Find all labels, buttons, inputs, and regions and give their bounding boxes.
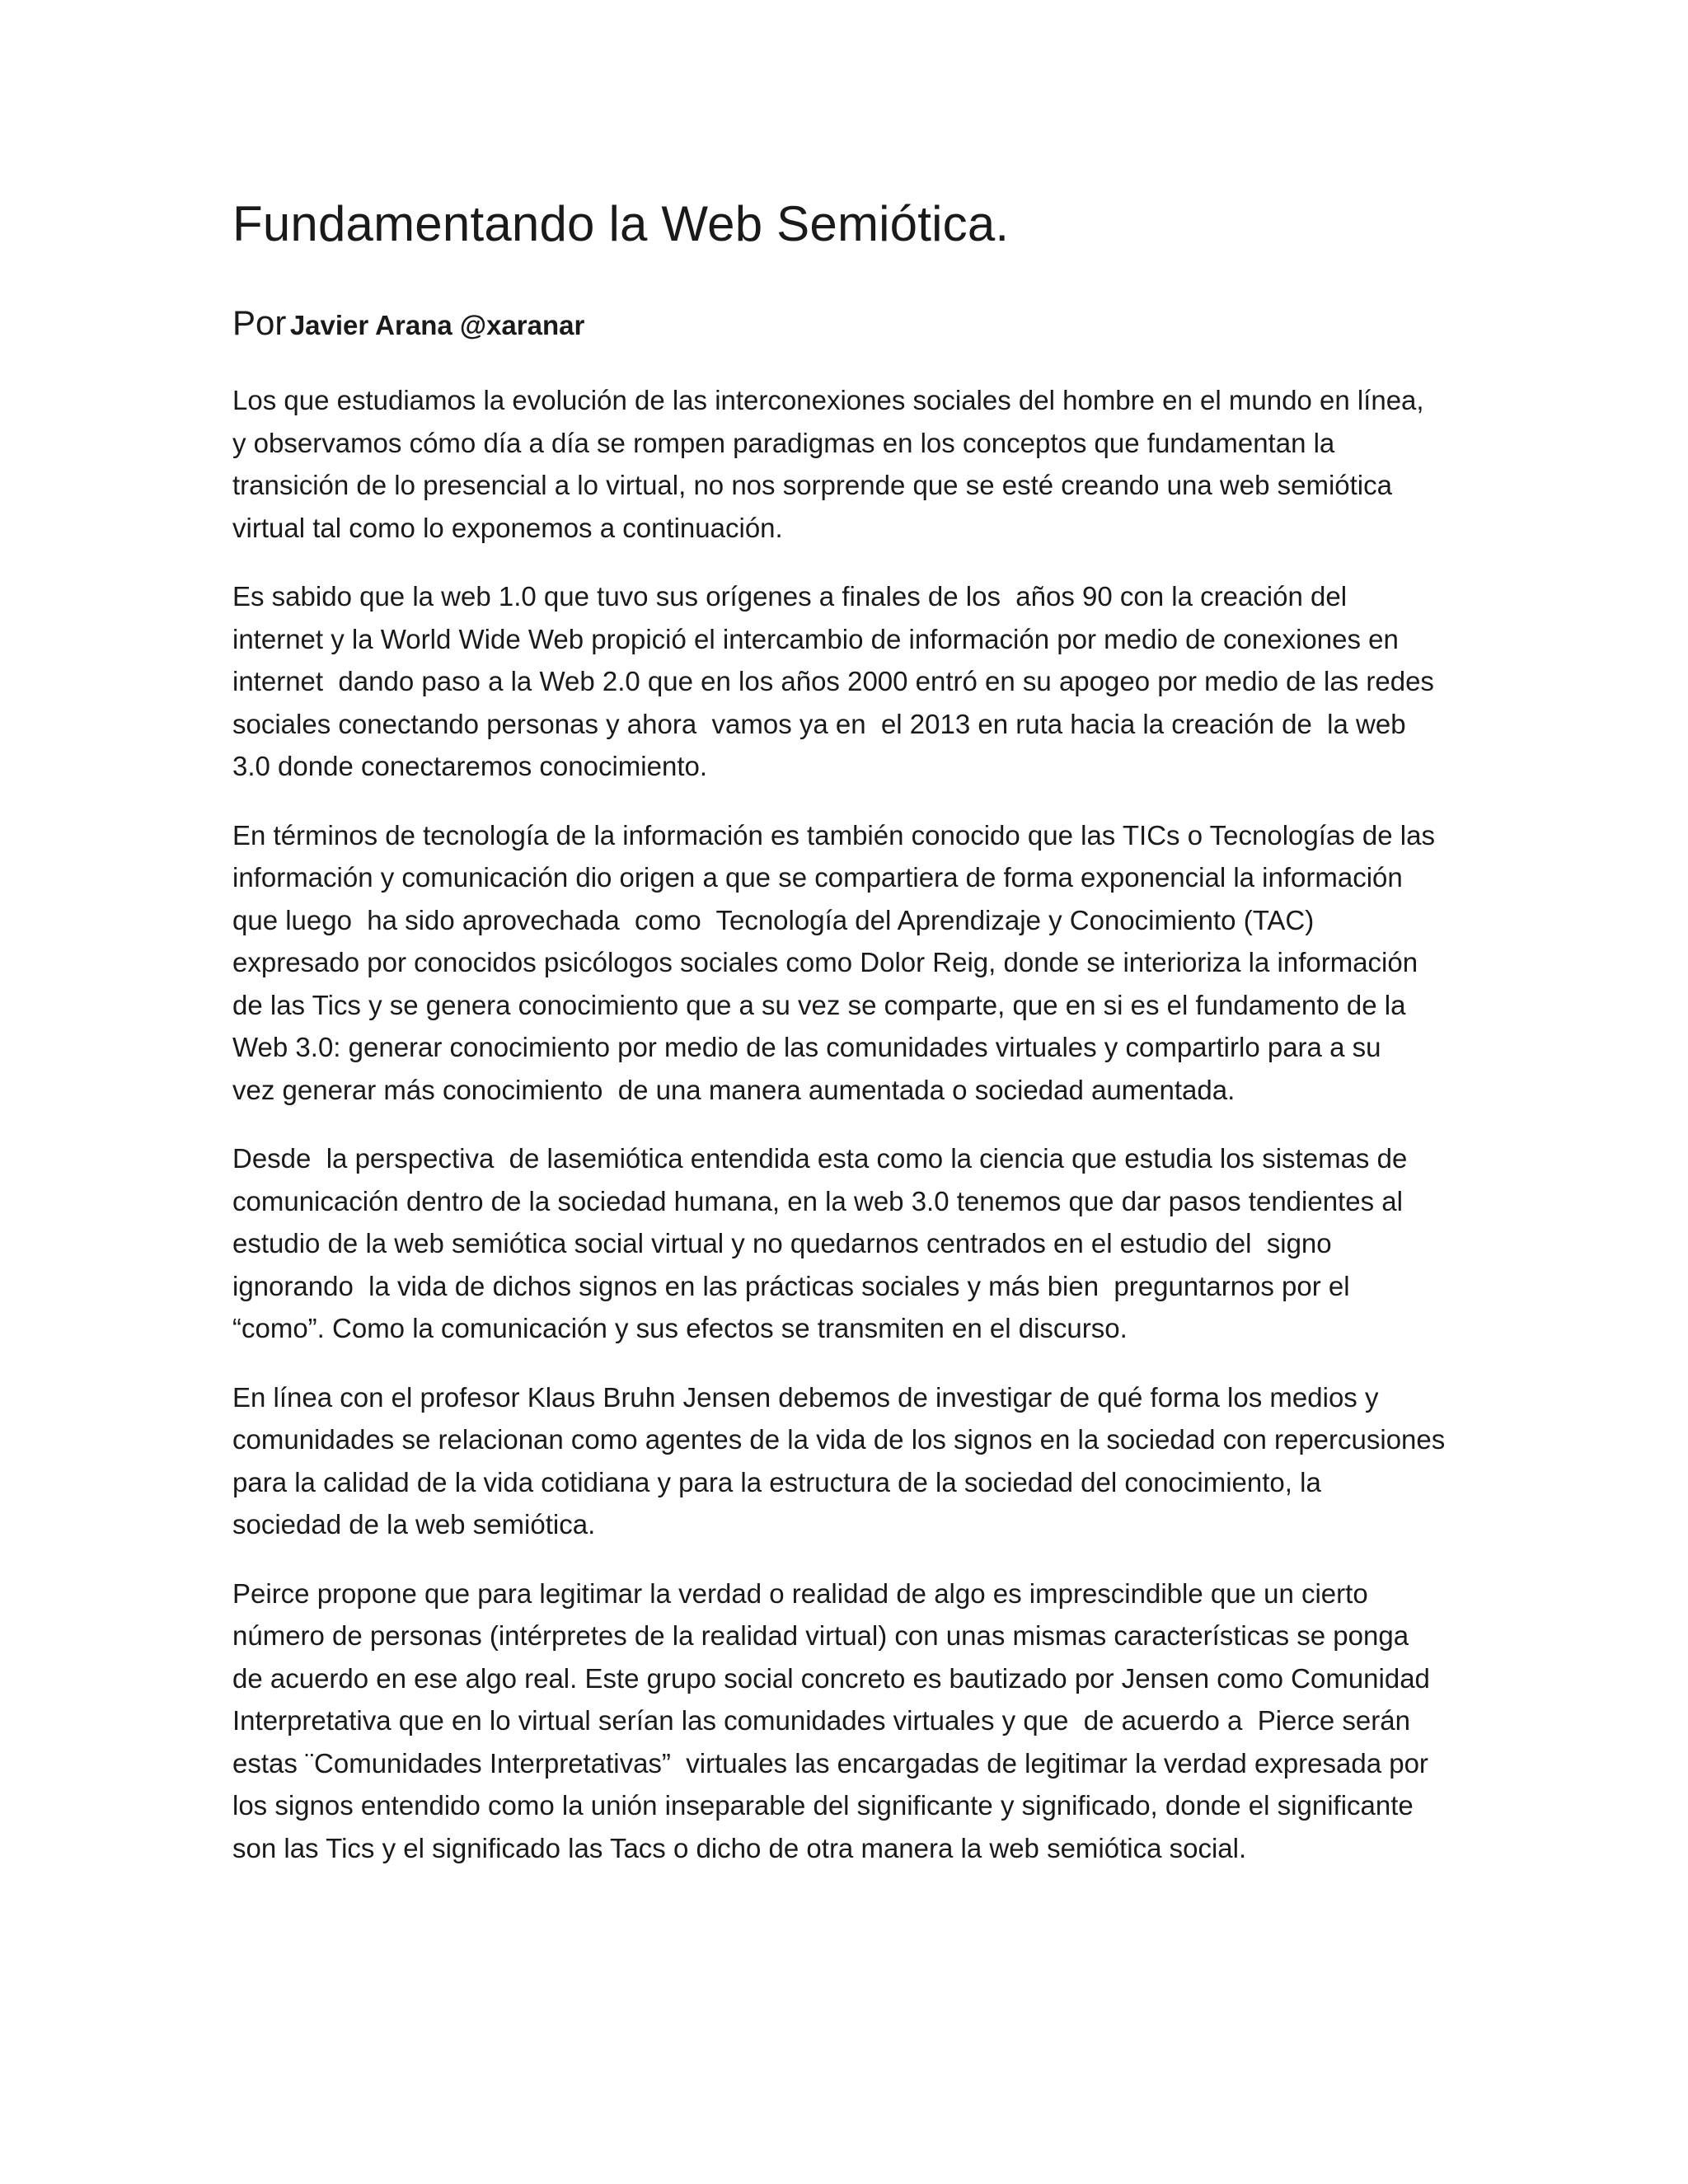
paragraph-line: sociales conectando personas y ahora vamos ya en el 2013 en ruta hacia la creación de la web [232, 708, 1406, 739]
paragraph-line: vez generar más conocimiento de una manera aumentada o sociedad aumentada. [232, 1074, 1236, 1105]
paragraph [232, 379, 1469, 549]
paragraph-line: internet dando paso a la Web 2.0 que en los años 2000 entró en su apogeo por medio de las redes [232, 666, 1434, 696]
paragraph-line: comunicación dentro de la sociedad humana, en la web 3.0 tenemos que dar pasos tendientes al [232, 1185, 1403, 1216]
paragraph-line: Desde la perspectiva de lasemiótica entendida esta como la ciencia que estudia los sistemas de [232, 1143, 1408, 1174]
paragraph-line: información y comunicación dio origen a que se compartiera de forma exponencial la información [232, 862, 1403, 893]
byline [232, 298, 1469, 356]
paragraph-line: de acuerdo en ese algo real. Este grupo social concreto es bautizado por Jensen como Comunidad [232, 1662, 1430, 1694]
paragraph [232, 1376, 1469, 1546]
paragraph-line: estas ¨Comunidades Interpretativas” virtuales las encargadas de legitimar la verdad expresada por [232, 1747, 1428, 1779]
paragraph-line: En línea con el profesor Klaus Bruhn Jensen debemos de investigar de qué forma los medios y [232, 1381, 1379, 1413]
paragraph-line: En términos de tecnología de la información es también conocido que las TICs o Tecnologías de las [232, 819, 1435, 851]
paragraph-line: los signos entendido como la unión inseparable del significante y significado, donde el significante [232, 1790, 1414, 1821]
paragraph-line: virtual tal como lo exponemos a continuación. [232, 512, 783, 543]
paragraph-line: sociedad de la web semiótica. [232, 1509, 596, 1540]
document-body [232, 379, 1469, 1869]
paragraph-line: “como”. Como la comunicación y sus efectos se transmiten en el discurso. [232, 1313, 1128, 1343]
paragraph-line: Los que estudiamos la evolución de las interconexiones sociales del hombre en el mundo en línea, [232, 385, 1424, 415]
paragraph-line: Interpretativa que en lo virtual serían las comunidades virtuales y que de acuerdo a Pierce serán [232, 1705, 1410, 1736]
byline-author: Javier Arana @xaranar [289, 310, 585, 340]
document-title: Fundamentando la Web Semiótica. [232, 196, 1010, 251]
paragraph-line: 3.0 donde conectaremos conocimiento. [232, 751, 708, 781]
paragraph-line: Peirce propone que para legitimar la verdad o realidad de algo es imprescindible que un cierto [232, 1577, 1368, 1609]
paragraph [232, 1572, 1469, 1870]
paragraph-line: transición de lo presencial a lo virtual, no nos sorprende que se esté creando una web semiótica [232, 470, 1392, 500]
paragraph-line: expresado por conocidos psicólogos sociales como Dolor Reig, donde se interioriza la información [232, 947, 1418, 977]
paragraph [232, 575, 1469, 788]
document-page [232, 191, 1469, 1896]
paragraph-line: son las Tics y el significado las Tacs o dicho de otra manera la web semiótica social. [232, 1832, 1247, 1863]
paragraph-line: para la calidad de la vida cotidiana y para la estructura de la sociedad del conocimiento, la [232, 1466, 1321, 1497]
paragraph-line: número de personas (intérpretes de la realidad virtual) con unas mismas características se ponga [232, 1620, 1409, 1651]
paragraph [232, 814, 1469, 1112]
paragraph-line: comunidades se relacionan como agentes de la vida de los signos en la sociedad con repercusiones [232, 1424, 1446, 1455]
paragraph-line: que luego ha sido aprovechada como Tecnología del Aprendizaje y Conocimiento (TAC) [232, 904, 1315, 935]
paragraph-line: estudio de la web semiótica social virtual y no quedarnos centrados en el estudio del signo [232, 1228, 1332, 1258]
byline-prefix: Por [232, 303, 287, 342]
paragraph-line: internet y la World Wide Web propició el intercambio de información por medio de conexiones en [232, 623, 1399, 654]
paragraph-line: y observamos cómo día a día se rompen paradigmas en los conceptos que fundamentan la [232, 427, 1335, 458]
paragraph-line: Es sabido que la web 1.0 que tuvo sus orígenes a finales de los años 90 con la creación del [232, 581, 1348, 612]
paragraph-line: Web 3.0: generar conocimiento por medio de las comunidades virtuales y compartirlo para a su [232, 1032, 1381, 1062]
paragraph [232, 1137, 1469, 1350]
paragraph-line: de las Tics y se genera conocimiento que a su vez se comparte, que en si es el fundamento de la [232, 989, 1406, 1020]
paragraph-line: ignorando la vida de dichos signos en las prácticas sociales y más bien preguntarnos por el [232, 1270, 1350, 1301]
